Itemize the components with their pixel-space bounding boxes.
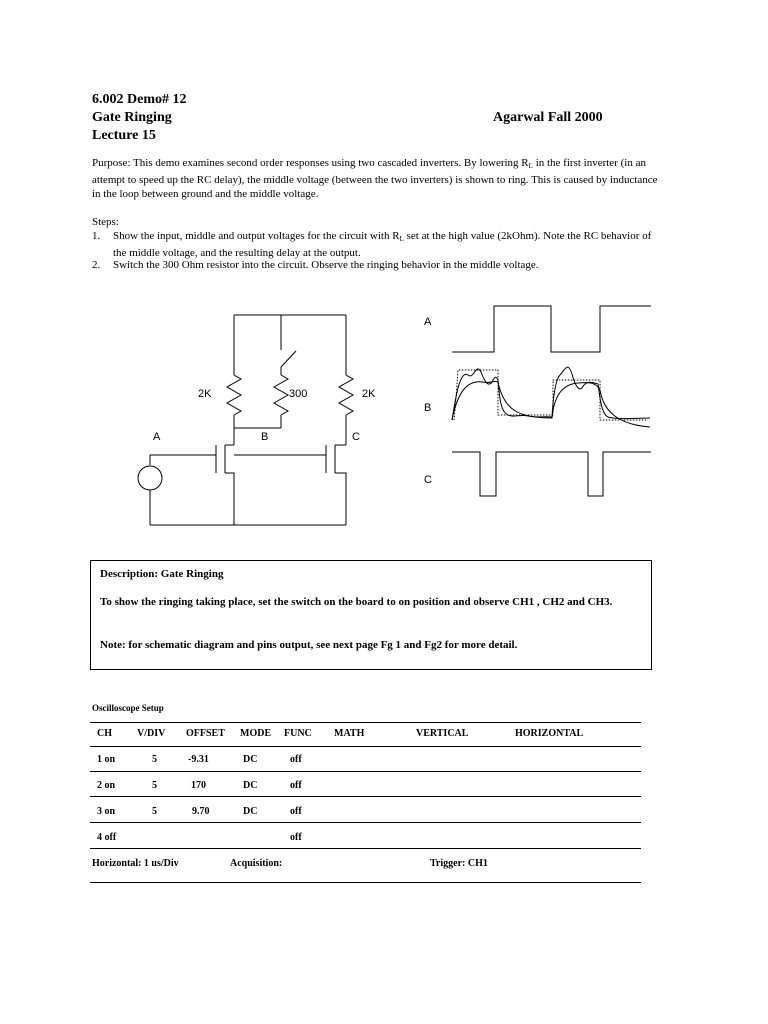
row-2-ch: 2 on bbox=[97, 780, 116, 791]
waveform-a bbox=[452, 306, 651, 352]
row-4-ch: 4 off bbox=[97, 832, 117, 843]
header-vertical: VERTICAL bbox=[416, 728, 469, 739]
row-3-vdiv: 5 bbox=[152, 806, 157, 817]
header-offset: OFFSET bbox=[186, 728, 225, 739]
row-1-mode: DC bbox=[243, 754, 258, 765]
step-1-number: 1. bbox=[92, 230, 101, 242]
row-1-ch: 1 on bbox=[97, 754, 116, 765]
trigger-setting: Trigger: CH1 bbox=[430, 858, 488, 869]
purpose-subscript: L bbox=[528, 162, 533, 170]
row-3-ch: 3 on bbox=[97, 806, 116, 817]
acquisition-setting: Acquisition: bbox=[230, 858, 283, 869]
row-4-func: off bbox=[290, 832, 302, 843]
resistor-2k-right bbox=[339, 375, 353, 415]
row-2-func: off bbox=[290, 780, 302, 791]
step-2-text: Switch the 300 Ohm resistor into the circuit. Observe the ringing behavior in the middle voltage. bbox=[113, 259, 539, 271]
waveform-plot bbox=[448, 300, 658, 505]
row-2-mode: DC bbox=[243, 780, 258, 791]
step-1-text-b: set at the high value (2kOhm). Note the RC behavior of the middle voltage, and the resulting delay at the output. bbox=[113, 230, 652, 259]
demo-subtitle: Gate Ringing bbox=[92, 110, 172, 125]
node-label-c: C bbox=[352, 431, 360, 443]
waveform-c bbox=[452, 452, 651, 496]
oscilloscope-title: Oscilloscope Setup bbox=[92, 703, 164, 713]
node-label-b: B bbox=[261, 431, 269, 443]
row-1-func: off bbox=[290, 754, 302, 765]
purpose-paragraph bbox=[92, 156, 660, 201]
waveform-b-rc bbox=[452, 381, 650, 427]
purpose-text-2: in the first inverter (in an attempt to speed up the RC delay), the middle voltage (between the two inverters) is shown to ring. This is caused by inductance in the loop between ground and the middle voltage. bbox=[92, 157, 658, 200]
node-label-a: A bbox=[153, 431, 161, 443]
resistor-label-2k-left: 2K bbox=[198, 388, 212, 400]
waveform-label-a: A bbox=[424, 316, 432, 328]
input-source bbox=[138, 466, 162, 490]
row-3-mode: DC bbox=[243, 806, 258, 817]
demo-title: 6.002 Demo# 12 bbox=[92, 92, 187, 107]
table-rule-bottom bbox=[90, 882, 641, 883]
horizontal-setting: Horizontal: 1 us/Div bbox=[92, 858, 179, 869]
table-rule bbox=[90, 746, 641, 747]
waveform-b-ringing bbox=[452, 367, 650, 420]
lecture-label: Lecture 15 bbox=[92, 128, 156, 143]
waveform-label-b: B bbox=[424, 402, 432, 414]
resistor-label-2k-right: 2K bbox=[362, 388, 376, 400]
resistor-label-300: 300 bbox=[289, 388, 308, 400]
description-box bbox=[90, 560, 652, 670]
step-1-subscript: L bbox=[399, 235, 404, 243]
steps-label: Steps: bbox=[92, 216, 119, 228]
purpose-text-1: Purpose: This demo examines second order responses using two cascaded inverters. By lowering R bbox=[92, 157, 529, 169]
resistor-300 bbox=[274, 375, 288, 415]
row-3-func: off bbox=[290, 806, 302, 817]
description-body: To show the ringing taking place, set the switch on the board to on position and observe CH1 , CH2 and CH3. bbox=[100, 596, 613, 608]
header-horizontal: HORIZONTAL bbox=[515, 728, 584, 739]
table-rule bbox=[90, 822, 641, 823]
table-rule-top bbox=[90, 722, 641, 723]
table-rule bbox=[90, 848, 641, 849]
row-2-vdiv: 5 bbox=[152, 780, 157, 791]
row-1-offset: -9.31 bbox=[188, 754, 209, 765]
header-mode: MODE bbox=[240, 728, 272, 739]
header-vdiv: V/DIV bbox=[137, 728, 166, 739]
resistor-2k-left bbox=[227, 375, 241, 415]
header-ch: CH bbox=[97, 728, 112, 739]
switch bbox=[281, 351, 296, 367]
step-1-text bbox=[113, 229, 660, 260]
waveform-label-c: C bbox=[424, 474, 432, 486]
row-3-offset: 9.70 bbox=[192, 806, 210, 817]
author-term: Agarwal Fall 2000 bbox=[493, 110, 603, 125]
description-note: Note: for schematic diagram and pins output, see next page Fg 1 and Fg2 for more detail. bbox=[100, 639, 518, 651]
table-rule bbox=[90, 796, 641, 797]
header-math: MATH bbox=[334, 728, 365, 739]
step-2-number: 2. bbox=[92, 259, 101, 271]
table-rule bbox=[90, 771, 641, 772]
step-1-text-a: Show the input, middle and output voltages for the circuit with R bbox=[113, 230, 400, 242]
header-func: FUNC bbox=[284, 728, 312, 739]
description-title: Description: Gate Ringing bbox=[100, 568, 224, 580]
row-1-vdiv: 5 bbox=[152, 754, 157, 765]
row-2-offset: 170 bbox=[191, 780, 206, 791]
circuit-schematic bbox=[130, 305, 370, 535]
